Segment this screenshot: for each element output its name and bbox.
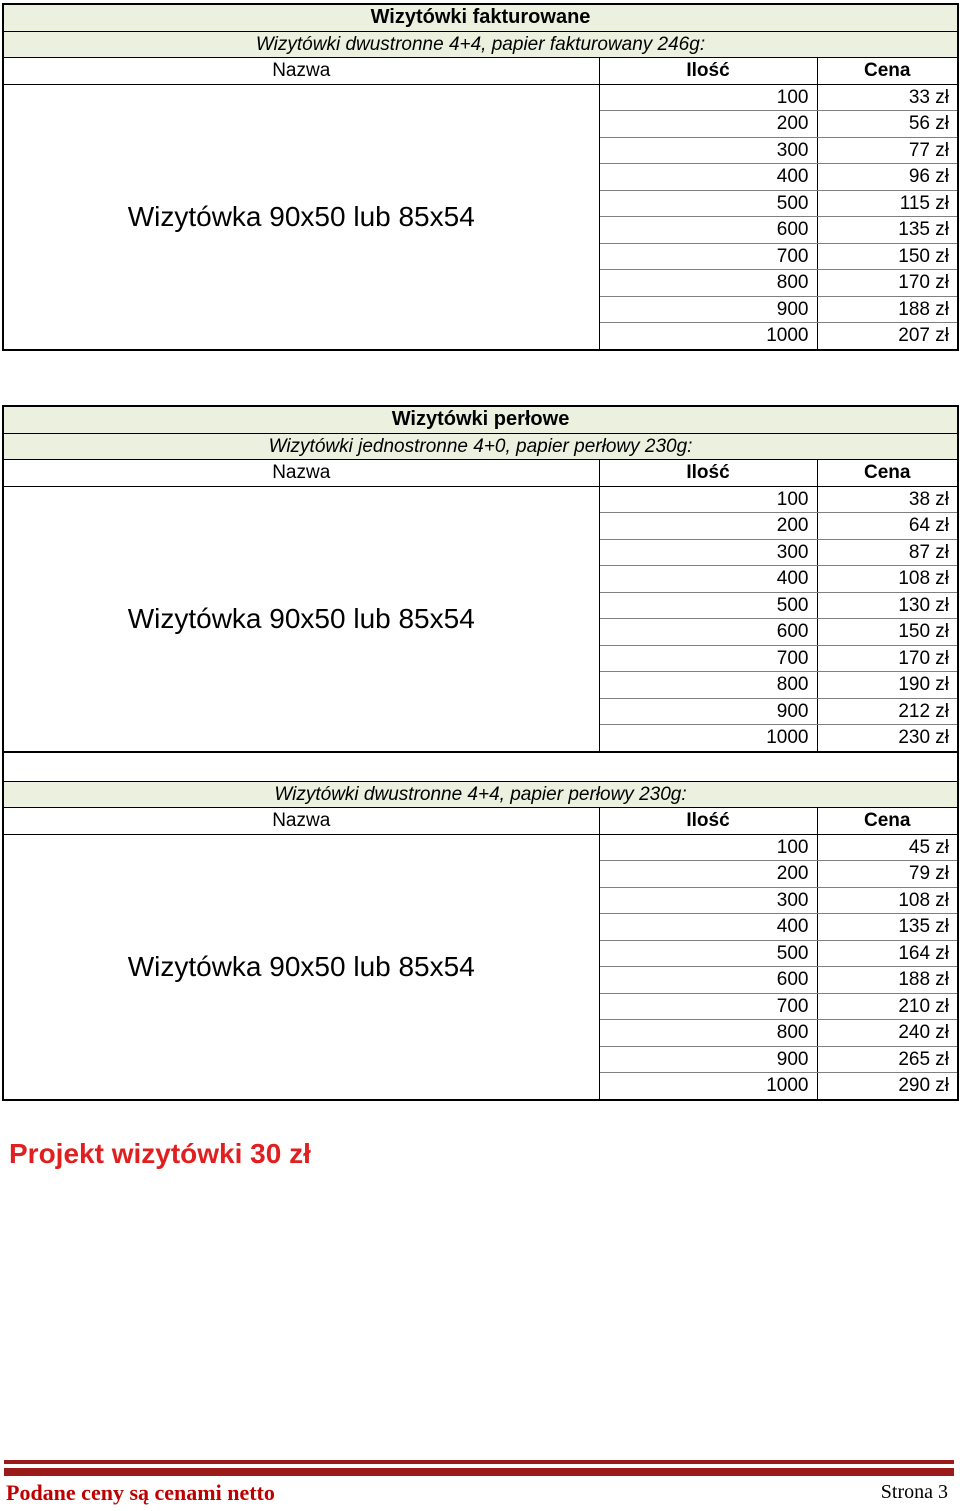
qty-cell: 700 xyxy=(599,645,817,672)
section-gap xyxy=(3,752,958,782)
qty-cell: 800 xyxy=(599,270,817,297)
qty-cell: 300 xyxy=(599,137,817,164)
price-cell: 170 zł xyxy=(817,270,958,297)
project-price-note: Projekt wizytówki 30 zł xyxy=(9,1138,311,1169)
header-price: Cena xyxy=(817,460,958,487)
price-table-textured xyxy=(2,3,959,351)
price-cell: 108 zł xyxy=(817,566,958,593)
qty-cell: 100 xyxy=(599,834,817,861)
qty-cell: 200 xyxy=(599,861,817,888)
price-cell: 212 zł xyxy=(817,698,958,725)
page-number: Strona 3 xyxy=(880,1481,948,1503)
header-price: Cena xyxy=(817,808,958,835)
price-cell: 188 zł xyxy=(817,296,958,323)
qty-cell: 100 xyxy=(599,486,817,513)
price-cell: 150 zł xyxy=(817,619,958,646)
price-cell: 115 zł xyxy=(817,190,958,217)
qty-cell: 600 xyxy=(599,967,817,994)
price-cell: 45 zł xyxy=(817,834,958,861)
qty-cell: 900 xyxy=(599,698,817,725)
product-name: Wizytówka 90x50 lub 85x54 xyxy=(3,84,599,350)
price-cell: 56 zł xyxy=(817,111,958,138)
section-title: Wizytówki perłowe xyxy=(3,406,958,433)
qty-cell: 1000 xyxy=(766,1075,809,1097)
price-cell: 265 zł xyxy=(817,1046,958,1073)
price-cell: 170 zł xyxy=(817,645,958,672)
qty-cell: 600 xyxy=(599,619,817,646)
section-title: Wizytówki fakturowane xyxy=(3,4,958,31)
price-cell: 290 zł xyxy=(817,1073,958,1100)
qty-cell: 800 xyxy=(599,1020,817,1047)
price-cell: 207 zł xyxy=(817,323,958,350)
qty-cell: 900 xyxy=(599,296,817,323)
qty-cell: 200 xyxy=(599,111,817,138)
product-name: Wizytówka 90x50 lub 85x54 xyxy=(3,834,599,1100)
price-cell: 38 zł xyxy=(817,486,958,513)
price-cell: 130 zł xyxy=(817,592,958,619)
price-cell: 150 zł xyxy=(817,243,958,270)
qty-cell: 500 xyxy=(599,190,817,217)
qty-cell: 300 xyxy=(599,887,817,914)
price-cell: 96 zł xyxy=(817,164,958,191)
price-cell: 240 zł xyxy=(817,1020,958,1047)
price-cell: 64 zł xyxy=(817,513,958,540)
price-cell: 210 zł xyxy=(817,993,958,1020)
price-table-pearl xyxy=(2,405,959,1101)
footer-divider xyxy=(4,1460,954,1464)
price-cell: 230 zł xyxy=(817,725,958,752)
qty-cell: 700 xyxy=(599,993,817,1020)
header-name: Nazwa xyxy=(3,58,599,85)
price-cell: 87 zł xyxy=(817,539,958,566)
header-qty: Ilość xyxy=(599,58,817,85)
qty-cell: 100 xyxy=(599,84,817,111)
footer-netto-note: Podane ceny są cenami netto xyxy=(6,1480,275,1505)
qty-cell: 400 xyxy=(599,164,817,191)
qty-cell: 300 xyxy=(599,539,817,566)
section-subtitle: Wizytówki dwustronne 4+4, papier fakturowany 246g: xyxy=(3,31,958,58)
price-cell: 33 zł xyxy=(817,84,958,111)
price-cell: 188 zł xyxy=(817,967,958,994)
qty-cell: 500 xyxy=(599,592,817,619)
header-name: Nazwa xyxy=(3,460,599,487)
footer-divider xyxy=(4,1468,954,1476)
section-subtitle: Wizytówki dwustronne 4+4, papier perłowy 230g: xyxy=(3,781,958,808)
qty-cell: 800 xyxy=(599,672,817,699)
header-qty: Ilość xyxy=(599,460,817,487)
price-cell: 79 zł xyxy=(817,861,958,888)
qty-cell: 200 xyxy=(599,513,817,540)
qty-cell: 400 xyxy=(599,914,817,941)
qty-cell: 1000 xyxy=(599,725,817,752)
header-name: Nazwa xyxy=(3,808,599,835)
qty-cell: 700 xyxy=(599,243,817,270)
price-cell: 108 zł xyxy=(817,887,958,914)
header-price: Cena xyxy=(817,58,958,85)
section-subtitle: Wizytówki jednostronne 4+0, papier perłowy 230g: xyxy=(3,433,958,460)
qty-cell: 400 xyxy=(599,566,817,593)
header-qty: Ilość xyxy=(599,808,817,835)
product-name: Wizytówka 90x50 lub 85x54 xyxy=(3,486,599,752)
price-cell: 77 zł xyxy=(817,137,958,164)
price-cell: 190 zł xyxy=(817,672,958,699)
qty-cell: 900 xyxy=(599,1046,817,1073)
price-cell: 164 zł xyxy=(817,940,958,967)
qty-cell: 500 xyxy=(599,940,817,967)
price-cell: 135 zł xyxy=(817,217,958,244)
qty-cell: 600 xyxy=(599,217,817,244)
qty-cell: 1000 xyxy=(766,325,809,347)
price-cell: 135 zł xyxy=(817,914,958,941)
